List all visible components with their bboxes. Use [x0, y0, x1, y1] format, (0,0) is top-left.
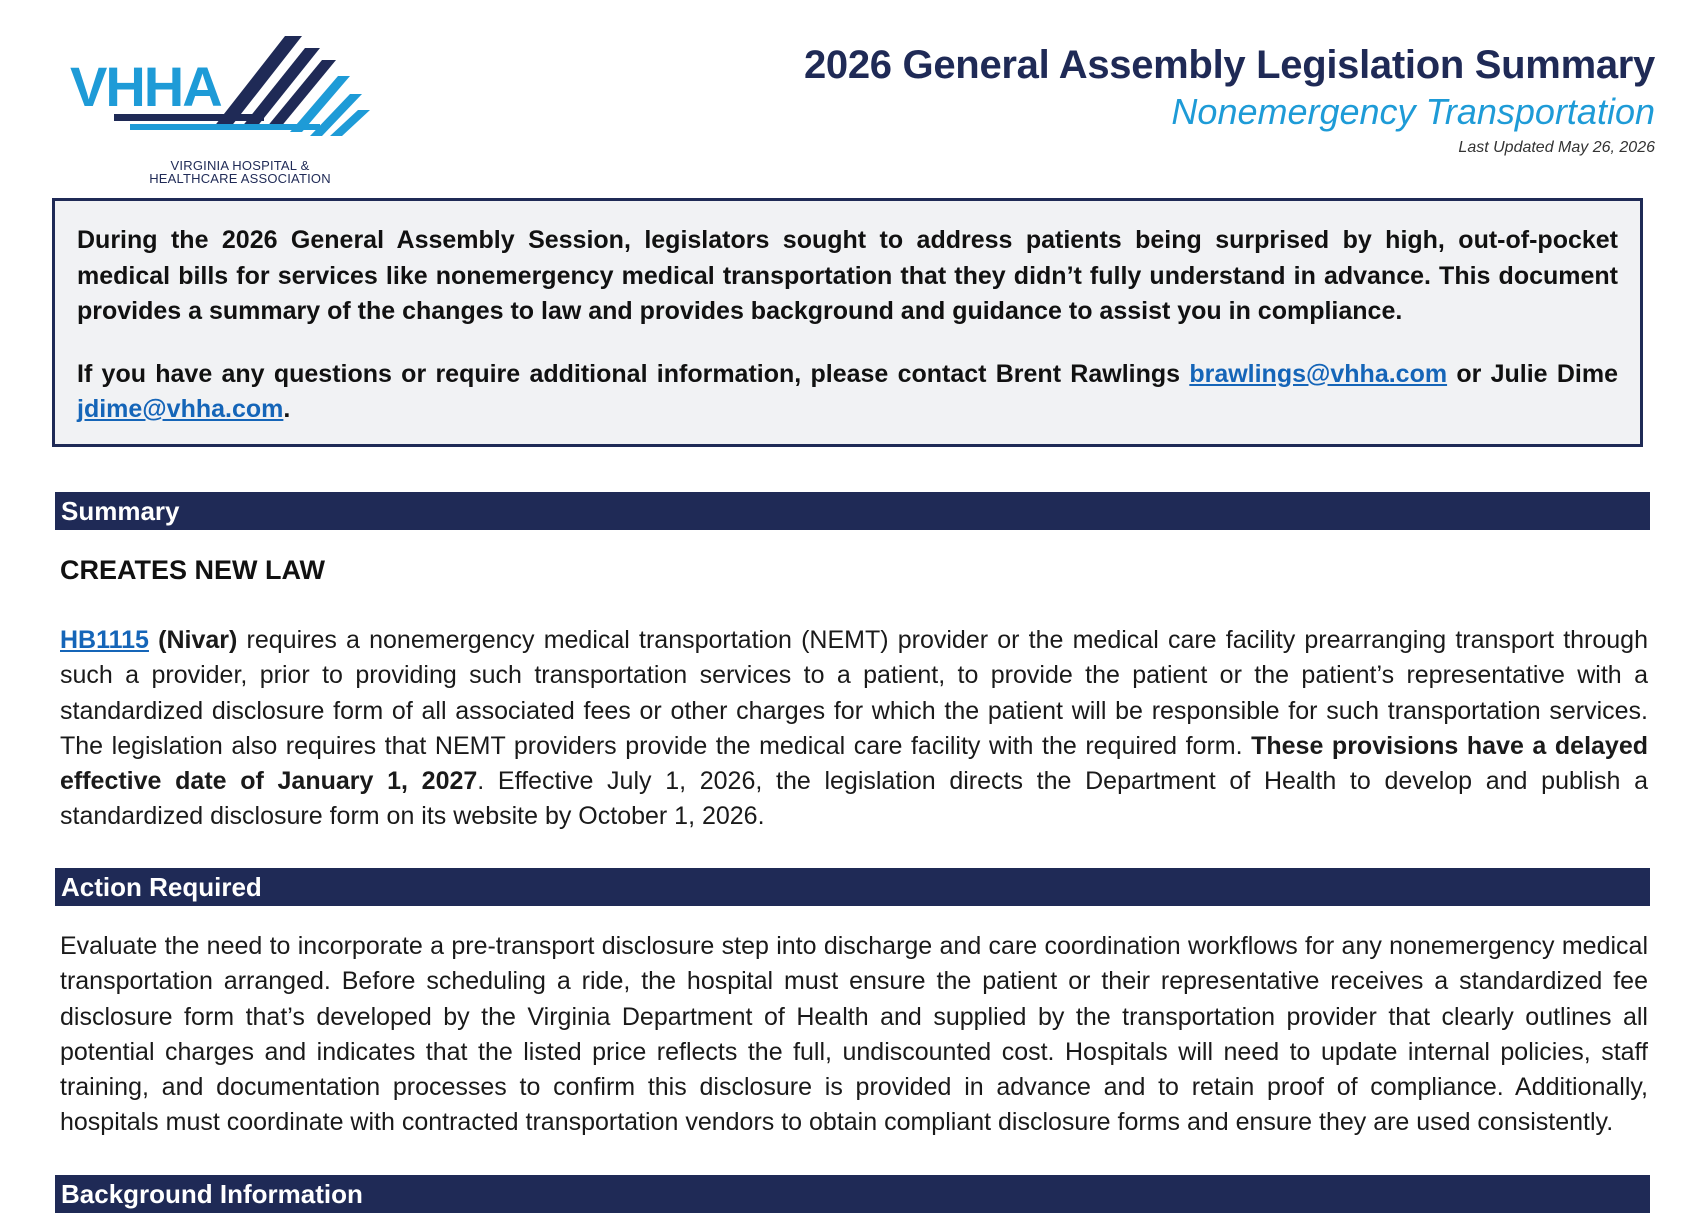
section-bar-background: Background Information: [55, 1175, 1650, 1213]
logo-caption: [110, 159, 370, 185]
summary-text-1: requires a nonemergency medical transportation (NEMT) provider or the medical care facility prearranging transport through such a provider, prior to providing such transportation services to a patient, to provide the patient or the patient’s representative with a standardized disclosure form of all associated fees or other charges for which the patient will be responsible for such transportation services. The legislation also requires that NEMT providers provide the medical care facility with the required form.: [60, 626, 1648, 760]
contact-prefix: If you have any questions or require additional information, please contact Brent Rawlings: [77, 359, 1190, 388]
intro-paragraph: During the 2026 General Assembly Session, legislators sought to address patients being surprised by high, out-of-pocket medical bills for services like nonemergency medical transportation that they didn’t fully understand in advance. This document provides a summary of the changes to law and provides background and guidance to assist you in compliance.: [77, 226, 1618, 325]
bill-link-hb1115[interactable]: HB1115: [60, 626, 149, 654]
contact-middle: or Julie Dime: [1447, 359, 1618, 388]
summary-effective-date: These provisions have a delayed effective date of January 1, 2027: [60, 731, 1648, 796]
vhha-logo: [70, 36, 370, 186]
document-title: 2026 General Assembly Legislation Summary: [803, 43, 1655, 87]
intro-box: [52, 198, 1643, 447]
summary-text-2: . Effective July 1, 2026, the legislation directs the Department of Health to develop and publish a standardized disclosure form on its website by October 1, 2026.: [60, 767, 1648, 831]
section-bar-summary: Summary: [55, 492, 1650, 530]
bill-sponsor: (Nivar): [148, 626, 238, 654]
vhha-logo-mark: [70, 36, 370, 161]
summary-heading: CREATES NEW LAW: [60, 555, 325, 585]
email-link-jdime[interactable]: jdime@vhha.com: [77, 395, 284, 423]
document-subtitle: Nonemergency Transportation: [1171, 91, 1655, 132]
logo-caption-line1: VIRGINIA HOSPITAL &: [170, 158, 310, 173]
logo-caption-line2: HEALTHCARE ASSOCIATION: [149, 171, 331, 186]
logo-letters: VHHA: [70, 55, 221, 118]
email-link-brawlings[interactable]: brawlings@vhha.com: [1189, 359, 1448, 388]
title-block: [804, 40, 1655, 160]
contact-paragraph: [77, 357, 1618, 428]
section-bar-action-required: Action Required: [55, 868, 1650, 906]
contact-suffix: .: [283, 395, 291, 423]
action-paragraph: Evaluate the need to incorporate a pre-transport disclosure step into discharge and care coordination workflows for any nonemergency medical transportation arranged. Before scheduling a ride, the hospital must ensure the patient or their representative receives a standardized fee disclosure form that’s developed by the Virginia Department of Health and supplied by the transportation provider that clearly outlines all potential charges and indicates that the listed price reflects the full, undiscounted cost. Hospitals will need to update internal policies, staff training, and documentation processes to confirm this disclosure is provided in advance and to retain proof of compliance. Additionally, hospitals must coordinate with contracted transportation vendors to obtain compliant disclosure forms and ensure they are used consistently.: [60, 932, 1648, 1137]
last-updated: Last Updated May 26, 2026: [1458, 139, 1655, 156]
summary-paragraph: [60, 623, 1648, 835]
